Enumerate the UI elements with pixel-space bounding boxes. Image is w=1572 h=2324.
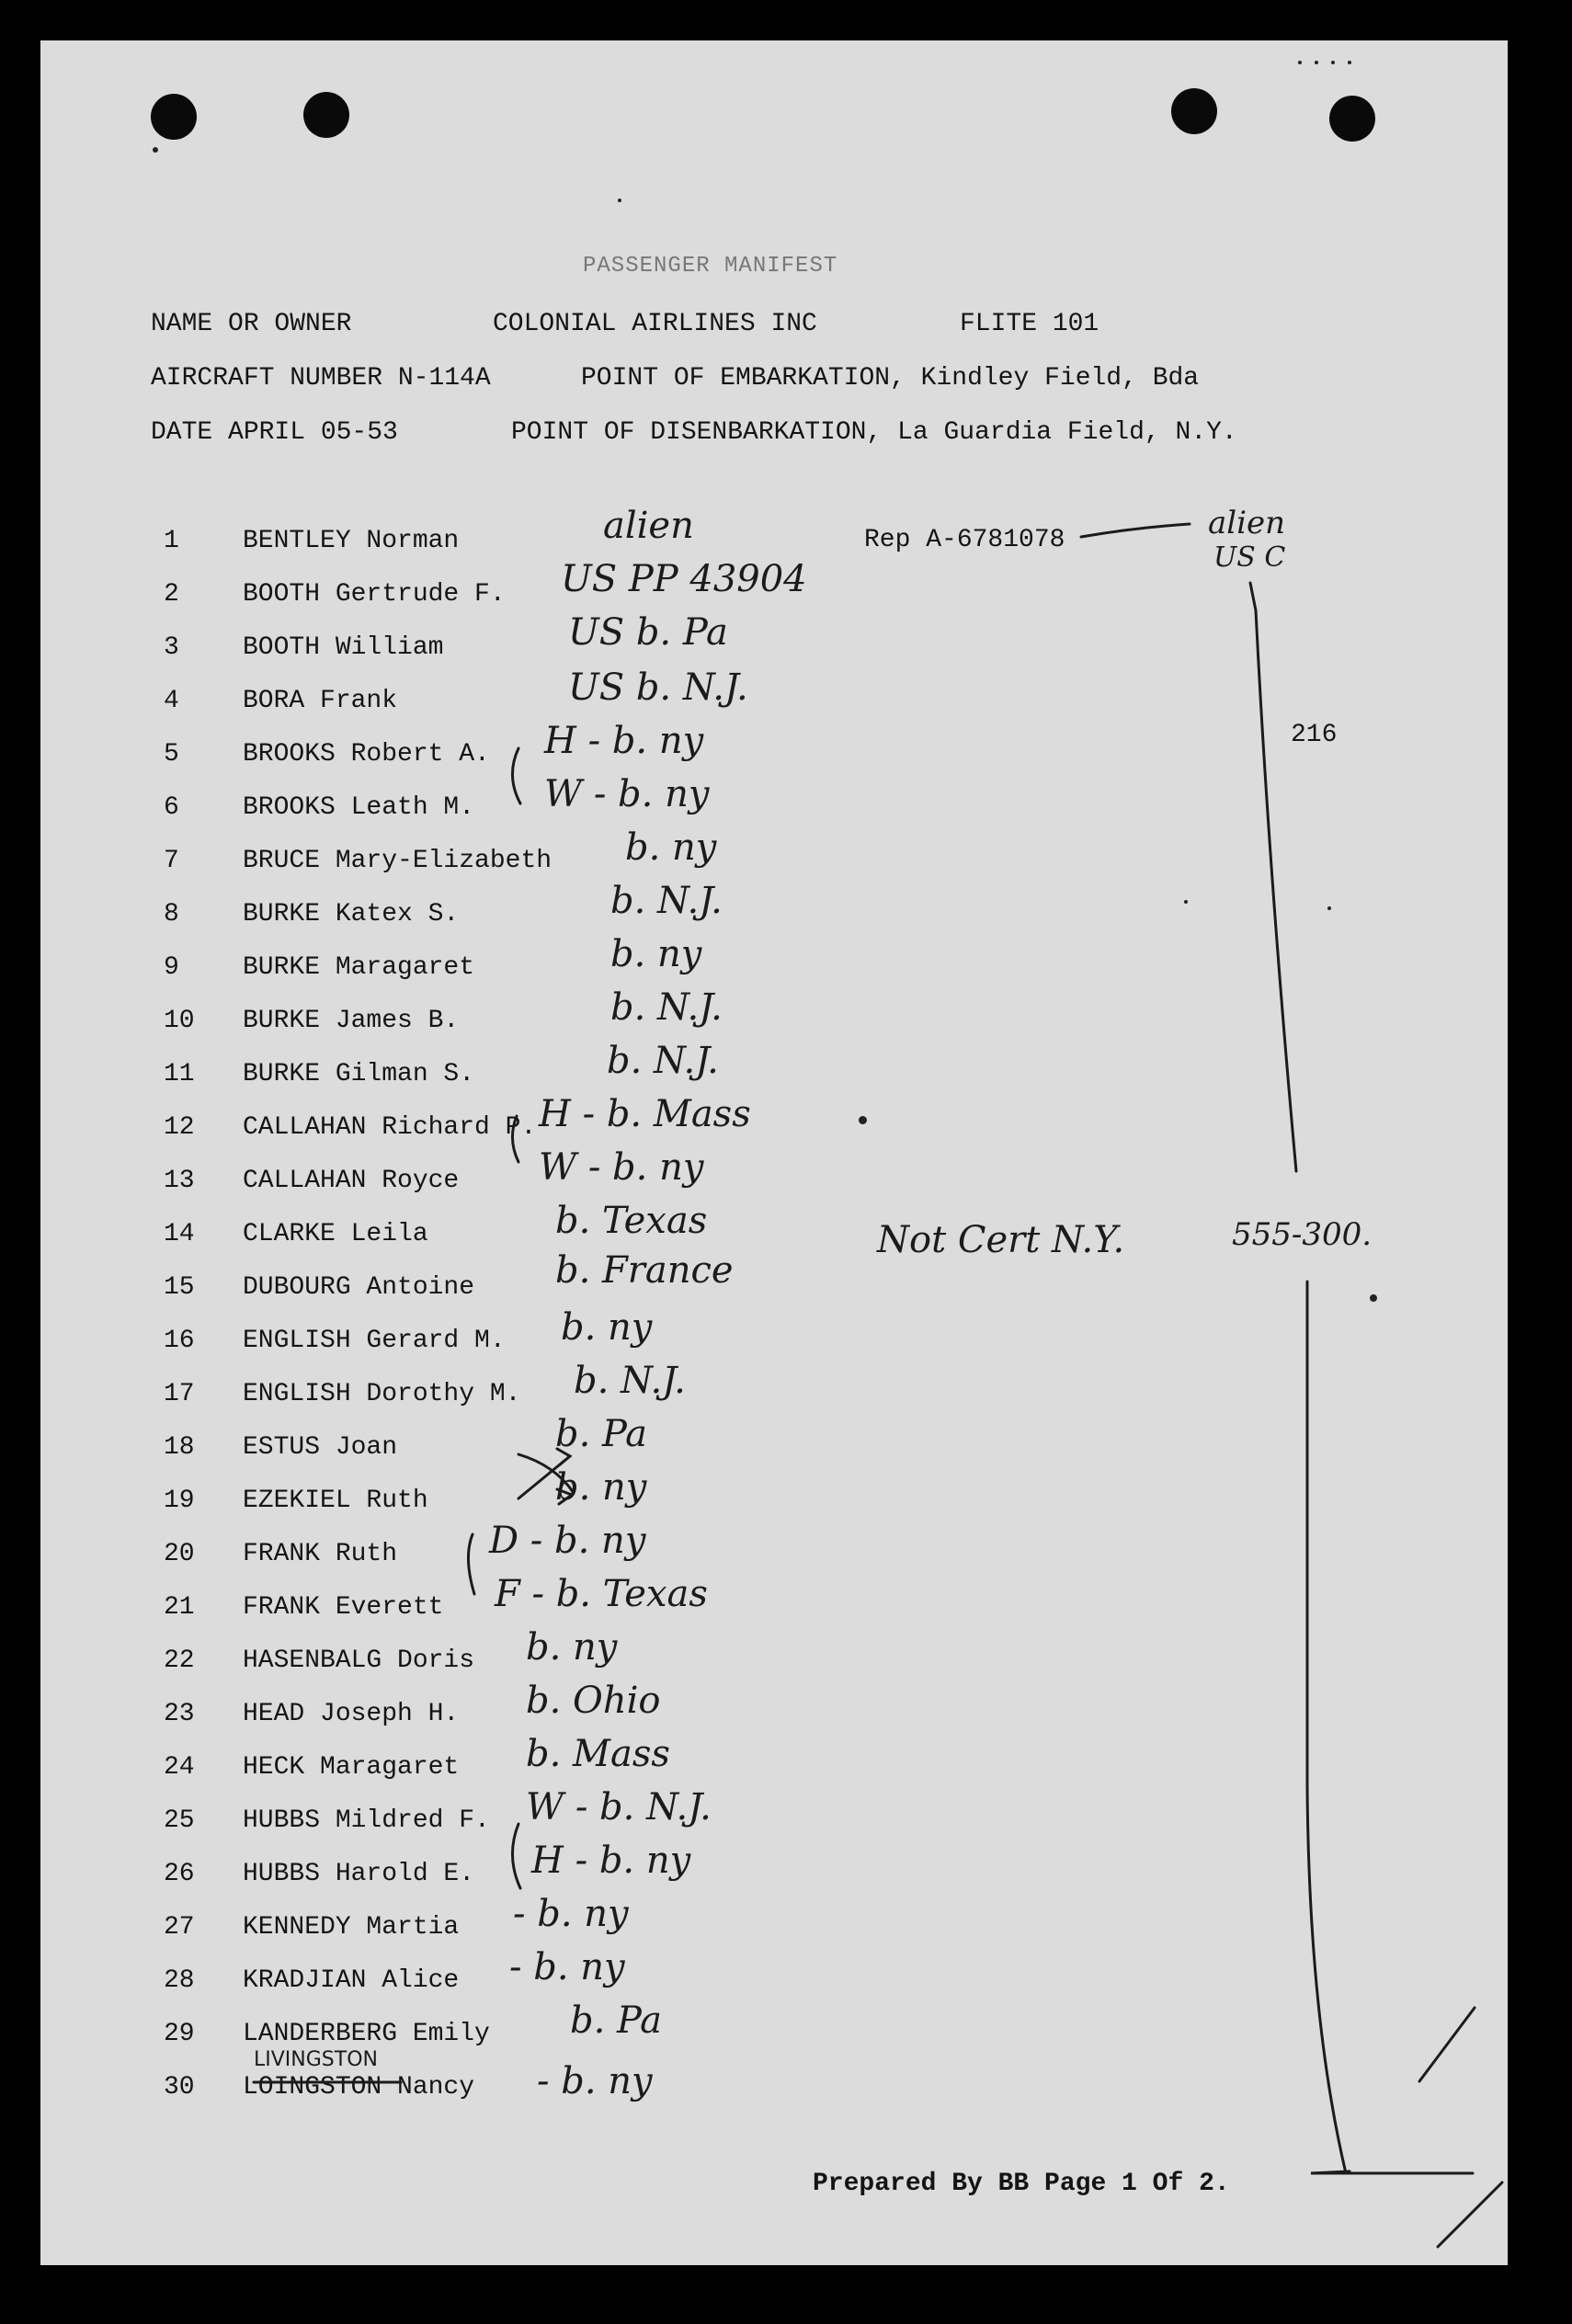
handwritten-note: H - b. ny (544, 720, 704, 762)
bracket-stroke (468, 748, 520, 1888)
passenger-name: DUBOURG Antoine (243, 1273, 475, 1302)
passenger-name: LANDERBERG Emily (243, 2020, 490, 2048)
passenger-name: BOOTH Gertrude F. (243, 580, 506, 609)
row-number: 23 (164, 1700, 195, 1728)
dash-stroke (1081, 524, 1190, 537)
handwritten-strokes (40, 40, 1508, 2265)
passenger-name: BROOKS Leath M. (243, 793, 475, 822)
passenger-name: CALLAHAN Royce (243, 1167, 460, 1195)
row-number: 8 (164, 900, 179, 928)
row-number: 26 (164, 1860, 195, 1888)
passenger-name: ESTUS Joan (243, 1433, 398, 1462)
passenger-name: HASENBALG Doris (243, 1646, 475, 1675)
passenger-name: BURKE Gilman S. (243, 1060, 475, 1088)
arrow-head (557, 1449, 570, 1465)
handwritten-note: b. ny (610, 933, 702, 975)
passenger-name: FRANK Ruth (243, 1540, 398, 1568)
passenger-name: LOINGSTON Nancy (243, 2073, 475, 2102)
row-number: 30 (164, 2073, 195, 2102)
row-number: 12 (164, 1113, 195, 1142)
handwritten-note: W - b. ny (539, 1146, 704, 1189)
row-number: 25 (164, 1806, 195, 1835)
passenger-name: BURKE Katex S. (243, 900, 460, 928)
row-number: 18 (164, 1433, 195, 1462)
row-number: 19 (164, 1487, 195, 1515)
handwritten-note: US PP 43904 (561, 558, 807, 600)
document-title: PASSENGER MANIFEST (583, 254, 838, 279)
row-number: 1 (164, 527, 179, 555)
handwritten-note: - b. ny (509, 1946, 625, 1988)
handwritten-note: alien (603, 505, 694, 547)
handwritten-note: b. N.J. (574, 1360, 686, 1402)
handwritten-note: b. Mass (526, 1733, 670, 1775)
passenger-name: ENGLISH Dorothy M. (243, 1380, 521, 1408)
handwritten-note: - b. ny (513, 1893, 629, 1935)
row-number: 6 (164, 793, 179, 822)
handwritten-note: b. Pa (570, 1999, 662, 2042)
handwritten-note: D - b. ny (489, 1520, 646, 1562)
row-number: 14 (164, 1220, 195, 1248)
bracket-line (1307, 1282, 1346, 2173)
passenger-name: HUBBS Harold E. (243, 1860, 475, 1888)
handwritten-note: - b. ny (537, 2060, 653, 2102)
handwritten-note: b. France (555, 1249, 734, 1292)
row-number: 24 (164, 1753, 195, 1782)
passenger-name: FRANK Everett (243, 1593, 444, 1622)
arrow-head (557, 1489, 572, 1504)
margin-stroke (1438, 2182, 1502, 2247)
passenger-name: BORA Frank (243, 687, 398, 715)
handwritten-note: W - b. ny (544, 773, 710, 815)
aircraft-number: AIRCRAFT NUMBER N-114A (151, 364, 491, 393)
manifest-date: DATE APRIL 05-53 (151, 418, 398, 447)
handwritten-note: US C (1213, 541, 1286, 574)
passenger-name: CLARKE Leila (243, 1220, 428, 1248)
manifest-page (40, 40, 1508, 2265)
handwritten-note: US b. N.J. (568, 666, 748, 709)
handwritten-note: b. ny (625, 826, 717, 869)
passenger-name: EZEKIEL Ruth (243, 1487, 428, 1515)
row-number: 13 (164, 1167, 195, 1195)
handwritten-note: alien (1208, 505, 1286, 541)
handwritten-note: Not Cert N.Y. (877, 1219, 1125, 1261)
page-footer: Prepared By BB Page 1 Of 2. (813, 2170, 1230, 2198)
row-number: 3 (164, 633, 179, 662)
owner-value: COLONIAL AIRLINES INC (493, 310, 817, 338)
rep-number: Rep A-6781078 (864, 526, 1065, 554)
passenger-name: BRUCE Mary-Elizabeth (243, 847, 552, 875)
passenger-name: BROOKS Robert A. (243, 740, 490, 769)
row-number: 16 (164, 1327, 195, 1355)
handwritten-note: b. N.J. (610, 880, 723, 922)
handwritten-note: US b. Pa (568, 611, 728, 654)
row-number: 17 (164, 1380, 195, 1408)
passenger-name: BURKE James B. (243, 1007, 460, 1035)
passenger-name: BOOTH William (243, 633, 444, 662)
handwritten-note: b. ny (526, 1626, 618, 1669)
passenger-name: HEAD Joseph H. (243, 1700, 460, 1728)
row-number: 9 (164, 953, 179, 982)
handwritten-note: b. Pa (555, 1413, 647, 1455)
handwritten-note: b. N.J. (607, 1040, 719, 1082)
row-number: 20 (164, 1540, 195, 1568)
handwritten-note: b. Texas (555, 1200, 708, 1242)
row-number: 11 (164, 1060, 195, 1088)
row-number: 10 (164, 1007, 195, 1035)
handwritten-note: H - b. Mass (539, 1093, 751, 1135)
passenger-name: BURKE Maragaret (243, 953, 475, 982)
arrow-stroke (1311, 2171, 1473, 2173)
point-of-disembarkation: POINT OF DISENBARKATION, La Guardia Field, N.Y. (511, 418, 1237, 447)
bracket-line (1250, 583, 1296, 1171)
row-number: 2 (164, 580, 179, 609)
handwritten-note: b. Ohio (526, 1680, 661, 1722)
handwritten-note: 555-300. (1232, 1216, 1373, 1253)
row-number: 28 (164, 1966, 195, 1995)
passenger-name: HECK Maragaret (243, 1753, 460, 1782)
handwritten-note: b. ny (561, 1306, 653, 1349)
count-216: 216 (1291, 721, 1338, 749)
row-number: 15 (164, 1273, 195, 1302)
name-owner-label: NAME OR OWNER (151, 310, 352, 338)
passenger-name: KENNEDY Martia (243, 1913, 460, 1942)
handwritten-note: b. N.J. (610, 986, 723, 1029)
passenger-name: KRADJIAN Alice (243, 1966, 460, 1995)
handwritten-note: W - b. N.J. (526, 1786, 712, 1828)
row-number: 27 (164, 1913, 195, 1942)
margin-stroke (1419, 2008, 1475, 2081)
passenger-name: BENTLEY Norman (243, 527, 460, 555)
handwritten-note: F - b. Texas (495, 1573, 708, 1615)
passenger-name: CALLAHAN Richard P. (243, 1113, 537, 1142)
row-number: 5 (164, 740, 179, 769)
row-number: 22 (164, 1646, 195, 1675)
row-number: 29 (164, 2020, 195, 2048)
handwritten-correction: LIVINGSTON (254, 2048, 378, 2071)
handwritten-note: H - b. ny (531, 1840, 691, 1882)
handwritten-note: b. ny (555, 1466, 647, 1509)
passenger-name: HUBBS Mildred F. (243, 1806, 490, 1835)
row-number: 21 (164, 1593, 195, 1622)
row-number: 4 (164, 687, 179, 715)
point-of-embarkation: POINT OF EMBARKATION, Kindley Field, Bda (581, 364, 1200, 393)
flight-number: FLITE 101 (960, 310, 1099, 338)
passenger-name: ENGLISH Gerard M. (243, 1327, 506, 1355)
row-number: 7 (164, 847, 179, 875)
